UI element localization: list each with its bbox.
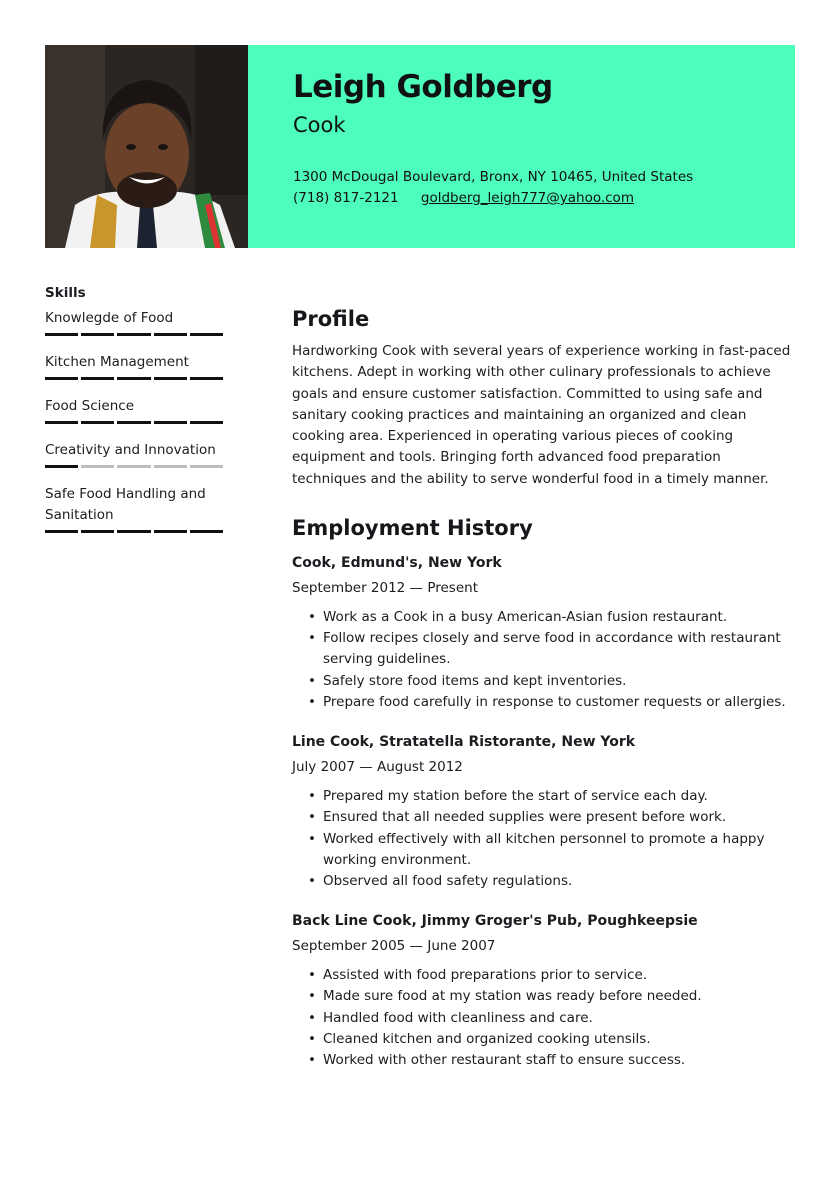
profile-text: Hardworking Cook with several years of experience working in fast-paced kitchens. Adept in working with other culinary professionals to achieve goals and ensure customer satisfaction. Committed to using safe and sanitary cooking practices and maintaining an organized and clean cooking area. Experienced in operating various pieces of cooking equipment and tools. Bringing forth advanced food preparation techniques and the ability to serve wonderful food in a timely manner. [292, 343, 791, 487]
skill-item [45, 440, 225, 468]
skill-level-bar [45, 377, 223, 380]
job-bullet: • Cleaned kitchen and organized cooking utensils. [292, 1029, 797, 1050]
job-heading: Cook, Edmund's, New York [292, 555, 502, 572]
job-heading: Back Line Cook, Jimmy Groger's Pub, Poughkeepsie [292, 913, 698, 930]
employment-list [292, 552, 797, 1071]
job-dates: July 2007 — August 2012 [292, 759, 463, 776]
skill-level-segment [81, 530, 114, 533]
job-entry [292, 731, 797, 892]
skill-level-segment [117, 377, 150, 380]
job-bullet: • Worked with other restaurant staff to ensure success. [292, 1050, 797, 1071]
skill-item [45, 308, 225, 336]
skill-item [45, 352, 225, 380]
job-bullets [292, 786, 797, 892]
job-bullet: • Prepared my station before the start of service each day. [292, 786, 797, 807]
skill-level-segment [81, 333, 114, 336]
job-dates: September 2012 — Present [292, 580, 479, 597]
job-entry [292, 910, 797, 1071]
skill-name: Knowlegde of Food [45, 310, 174, 326]
skill-level-segment [117, 465, 150, 468]
skill-level-segment [190, 465, 223, 468]
phone: (718) 817-2121 [293, 190, 399, 206]
skill-level-segment [117, 530, 150, 533]
resume-header [45, 45, 795, 248]
job-bullet: • Ensured that all needed supplies were present before work. [292, 807, 797, 828]
skill-level-segment [81, 377, 114, 380]
candidate-name: Leigh Goldberg [293, 69, 553, 105]
header-banner [248, 45, 795, 248]
address: 1300 McDougal Boulevard, Bronx, NY 10465, United States [293, 169, 694, 185]
skills-title: Skills [45, 285, 86, 301]
contact-details [293, 167, 795, 209]
skill-name: Kitchen Management [45, 354, 189, 370]
skill-item [45, 396, 225, 424]
skill-level-segment [45, 377, 78, 380]
candidate-job-title: Cook [293, 113, 346, 137]
skill-level-segment [154, 421, 187, 424]
job-bullet: • Handled food with cleanliness and care. [292, 1008, 797, 1029]
job-bullet: • Made sure food at my station was ready before needed. [292, 986, 797, 1007]
skill-level-bar [45, 530, 223, 533]
sidebar [45, 284, 225, 549]
skill-name: Food Science [45, 398, 134, 414]
skill-level-segment [154, 465, 187, 468]
job-entry [292, 552, 797, 713]
profile-title: Profile [292, 307, 370, 331]
skill-level-segment [45, 421, 78, 424]
skill-level-segment [117, 333, 150, 336]
skill-name: Safe Food Handling and Sanitation [45, 486, 206, 523]
skill-level-segment [190, 377, 223, 380]
skill-level-segment [154, 377, 187, 380]
skill-level-segment [154, 333, 187, 336]
skill-level-segment [81, 465, 114, 468]
job-bullet: • Safely store food items and kept inventories. [292, 671, 797, 692]
job-bullet: • Assisted with food preparations prior to service. [292, 965, 797, 986]
skill-level-segment [45, 333, 78, 336]
job-heading: Line Cook, Stratatella Ristorante, New York [292, 734, 636, 751]
skill-level-segment [190, 333, 223, 336]
profile-photo [45, 45, 248, 248]
skill-level-bar [45, 421, 223, 424]
skill-level-segment [45, 530, 78, 533]
job-bullet: • Prepare food carefully in response to customer requests or allergies. [292, 692, 797, 713]
skill-level-bar [45, 333, 223, 336]
portrait-illustration [45, 45, 248, 248]
skill-level-segment [154, 530, 187, 533]
skill-level-bar [45, 465, 223, 468]
skill-level-segment [190, 530, 223, 533]
skill-item [45, 484, 225, 533]
email-link[interactable]: goldberg_leigh777@yahoo.com [420, 190, 634, 206]
skill-level-segment [117, 421, 150, 424]
job-bullet: • Follow recipes closely and serve food in accordance with restaurant serving guidelines. [292, 628, 797, 670]
skill-level-segment [81, 421, 114, 424]
skills-list [45, 308, 225, 533]
job-bullets [292, 965, 797, 1071]
skill-level-segment [45, 465, 78, 468]
employment-title: Employment History [292, 516, 533, 541]
job-bullet: • Observed all food safety regulations. [292, 871, 797, 892]
job-bullet: • Worked effectively with all kitchen personnel to promote a happy working environment. [292, 829, 797, 871]
job-bullet: • Work as a Cook in a busy American-Asian fusion restaurant. [292, 607, 797, 628]
job-dates: September 2005 — June 2007 [292, 938, 496, 955]
job-bullets [292, 607, 797, 713]
skill-level-segment [190, 421, 223, 424]
main-content [292, 305, 797, 1071]
skill-name: Creativity and Innovation [45, 442, 216, 458]
